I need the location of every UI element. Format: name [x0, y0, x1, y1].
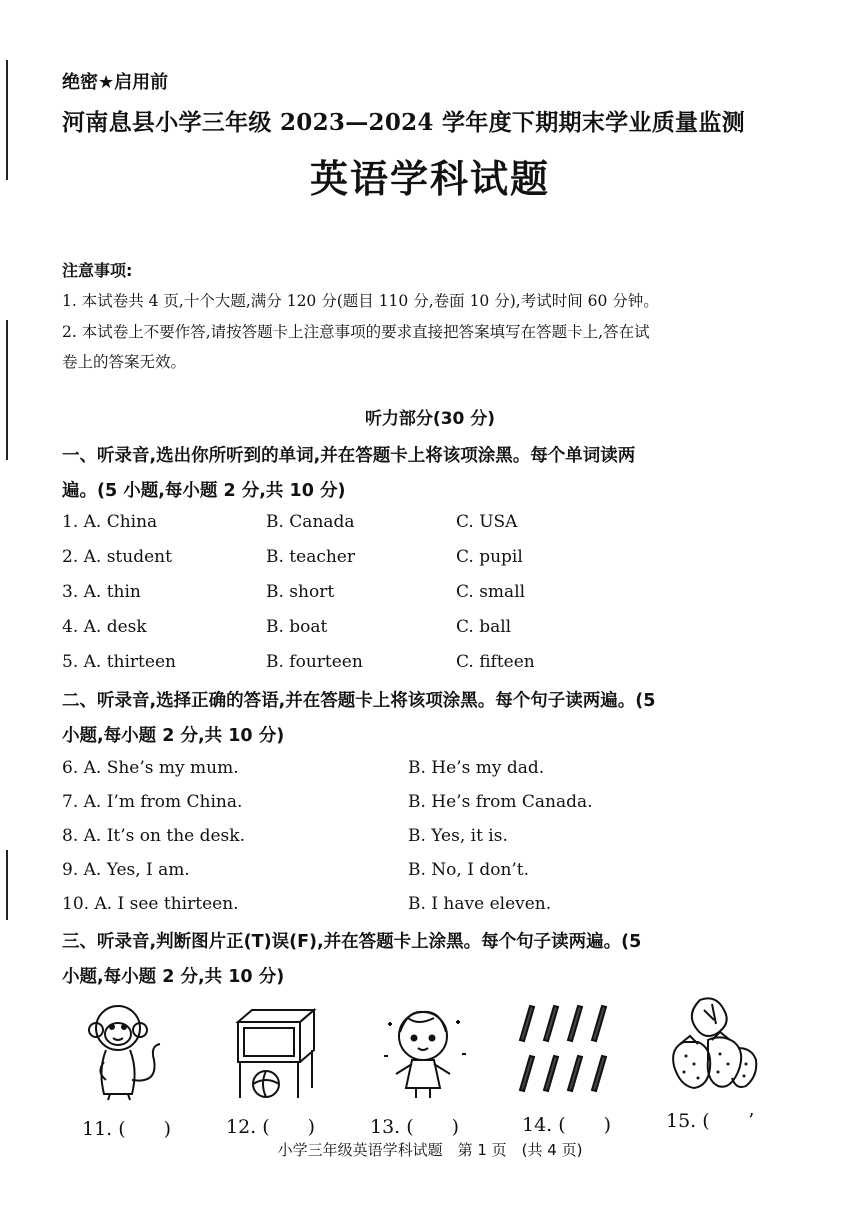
question-1-option-a: 1. A. China	[62, 512, 158, 532]
listening-part-title: 听力部分(30 分)	[364, 409, 496, 429]
question-2-option-c: C. pupil	[456, 547, 523, 567]
section-3-instructions: 三、听录音,判断图片正(T)误(F),并在答题卡上涂黑。每个句子读两遍。(5	[62, 932, 642, 952]
question-7-option-a: 7. A. I’m from China.	[62, 792, 243, 812]
notice-line-2: 2. 本试卷上不要作答,请按答题卡上注意事项的要求直接把答案填写在答题卡上,答在试	[62, 323, 650, 341]
question-9-option-b: B. No, I don’t.	[408, 860, 530, 880]
page-footer: 小学三年级英语学科试题 第 1 页 (共 4 页)	[277, 1141, 583, 1159]
question-6-option-b: B. He’s my dad.	[408, 758, 545, 778]
section-3-instructions-cont: 小题,每小题 2 分,共 10 分)	[62, 967, 285, 987]
question-1-option-b: B. Canada	[266, 512, 355, 532]
confidential-mark: 绝密★启用前	[62, 72, 169, 93]
question-7-option-b: B. He’s from Canada.	[408, 792, 593, 812]
question-5-option-b: B. fourteen	[266, 652, 363, 672]
answer-blank-12[interactable]: 12. ( )	[226, 1116, 316, 1138]
question-3-option-a: 3. A. thin	[62, 582, 141, 602]
section-2-instructions-cont: 小题,每小题 2 分,共 10 分)	[62, 726, 285, 746]
question-2-option-a: 2. A. student	[62, 547, 172, 567]
question-8-option-b: B. Yes, it is.	[408, 826, 508, 846]
girl-icon	[378, 1004, 468, 1100]
section-2-instructions: 二、听录音,选择正确的答语,并在答题卡上将该项涂黑。每个句子读两遍。(5	[62, 691, 656, 711]
question-4-option-a: 4. A. desk	[62, 617, 147, 637]
exam-header: 河南息县小学三年级 2023—2024 学年度下期期末学业质量监测	[62, 109, 745, 136]
question-5-option-c: C. fifteen	[456, 652, 535, 672]
pens-icon	[514, 1000, 618, 1100]
strawberries-icon	[660, 994, 764, 1094]
question-2-option-b: B. teacher	[266, 547, 355, 567]
question-10-option-a: 10. A. I see thirteen.	[62, 894, 239, 914]
answer-blank-15[interactable]: 15. ( ʼ	[666, 1110, 754, 1132]
notice-line-2-cont: 卷上的答案无效。	[62, 353, 187, 371]
answer-blank-13[interactable]: 13. ( )	[370, 1116, 460, 1138]
question-5-option-a: 5. A. thirteen	[62, 652, 176, 672]
question-9-option-a: 9. A. Yes, I am.	[62, 860, 190, 880]
answer-blank-11[interactable]: 11. ( )	[82, 1118, 172, 1140]
question-10-option-b: B. I have eleven.	[408, 894, 552, 914]
section-1-instructions-cont: 遍。(5 小题,每小题 2 分,共 10 分)	[62, 481, 346, 501]
left-edge-line	[6, 850, 8, 920]
question-4-option-b: B. boat	[266, 617, 328, 637]
left-edge-line	[6, 320, 8, 460]
question-3-option-b: B. short	[266, 582, 335, 602]
answer-blank-14[interactable]: 14. ( )	[522, 1114, 612, 1136]
section-1-instructions: 一、听录音,选出你所听到的单词,并在答题卡上将该项涂黑。每个单词读两	[62, 446, 636, 466]
question-8-option-a: 8. A. It’s on the desk.	[62, 826, 245, 846]
exam-title: 英语学科试题	[309, 157, 550, 201]
ball-under-table-icon	[230, 1006, 322, 1102]
notice-line-1: 1. 本试卷共 4 页,十个大题,满分 120 分(题目 110 分,卷面 10 分),考试时间 60 分钟。	[62, 292, 659, 310]
question-4-option-c: C. ball	[456, 617, 512, 637]
question-3-option-c: C. small	[456, 582, 526, 602]
question-6-option-a: 6. A. She’s my mum.	[62, 758, 239, 778]
notice-heading: 注意事项:	[62, 261, 133, 280]
question-1-option-c: C. USA	[456, 512, 518, 532]
monkey-icon	[88, 1000, 168, 1104]
